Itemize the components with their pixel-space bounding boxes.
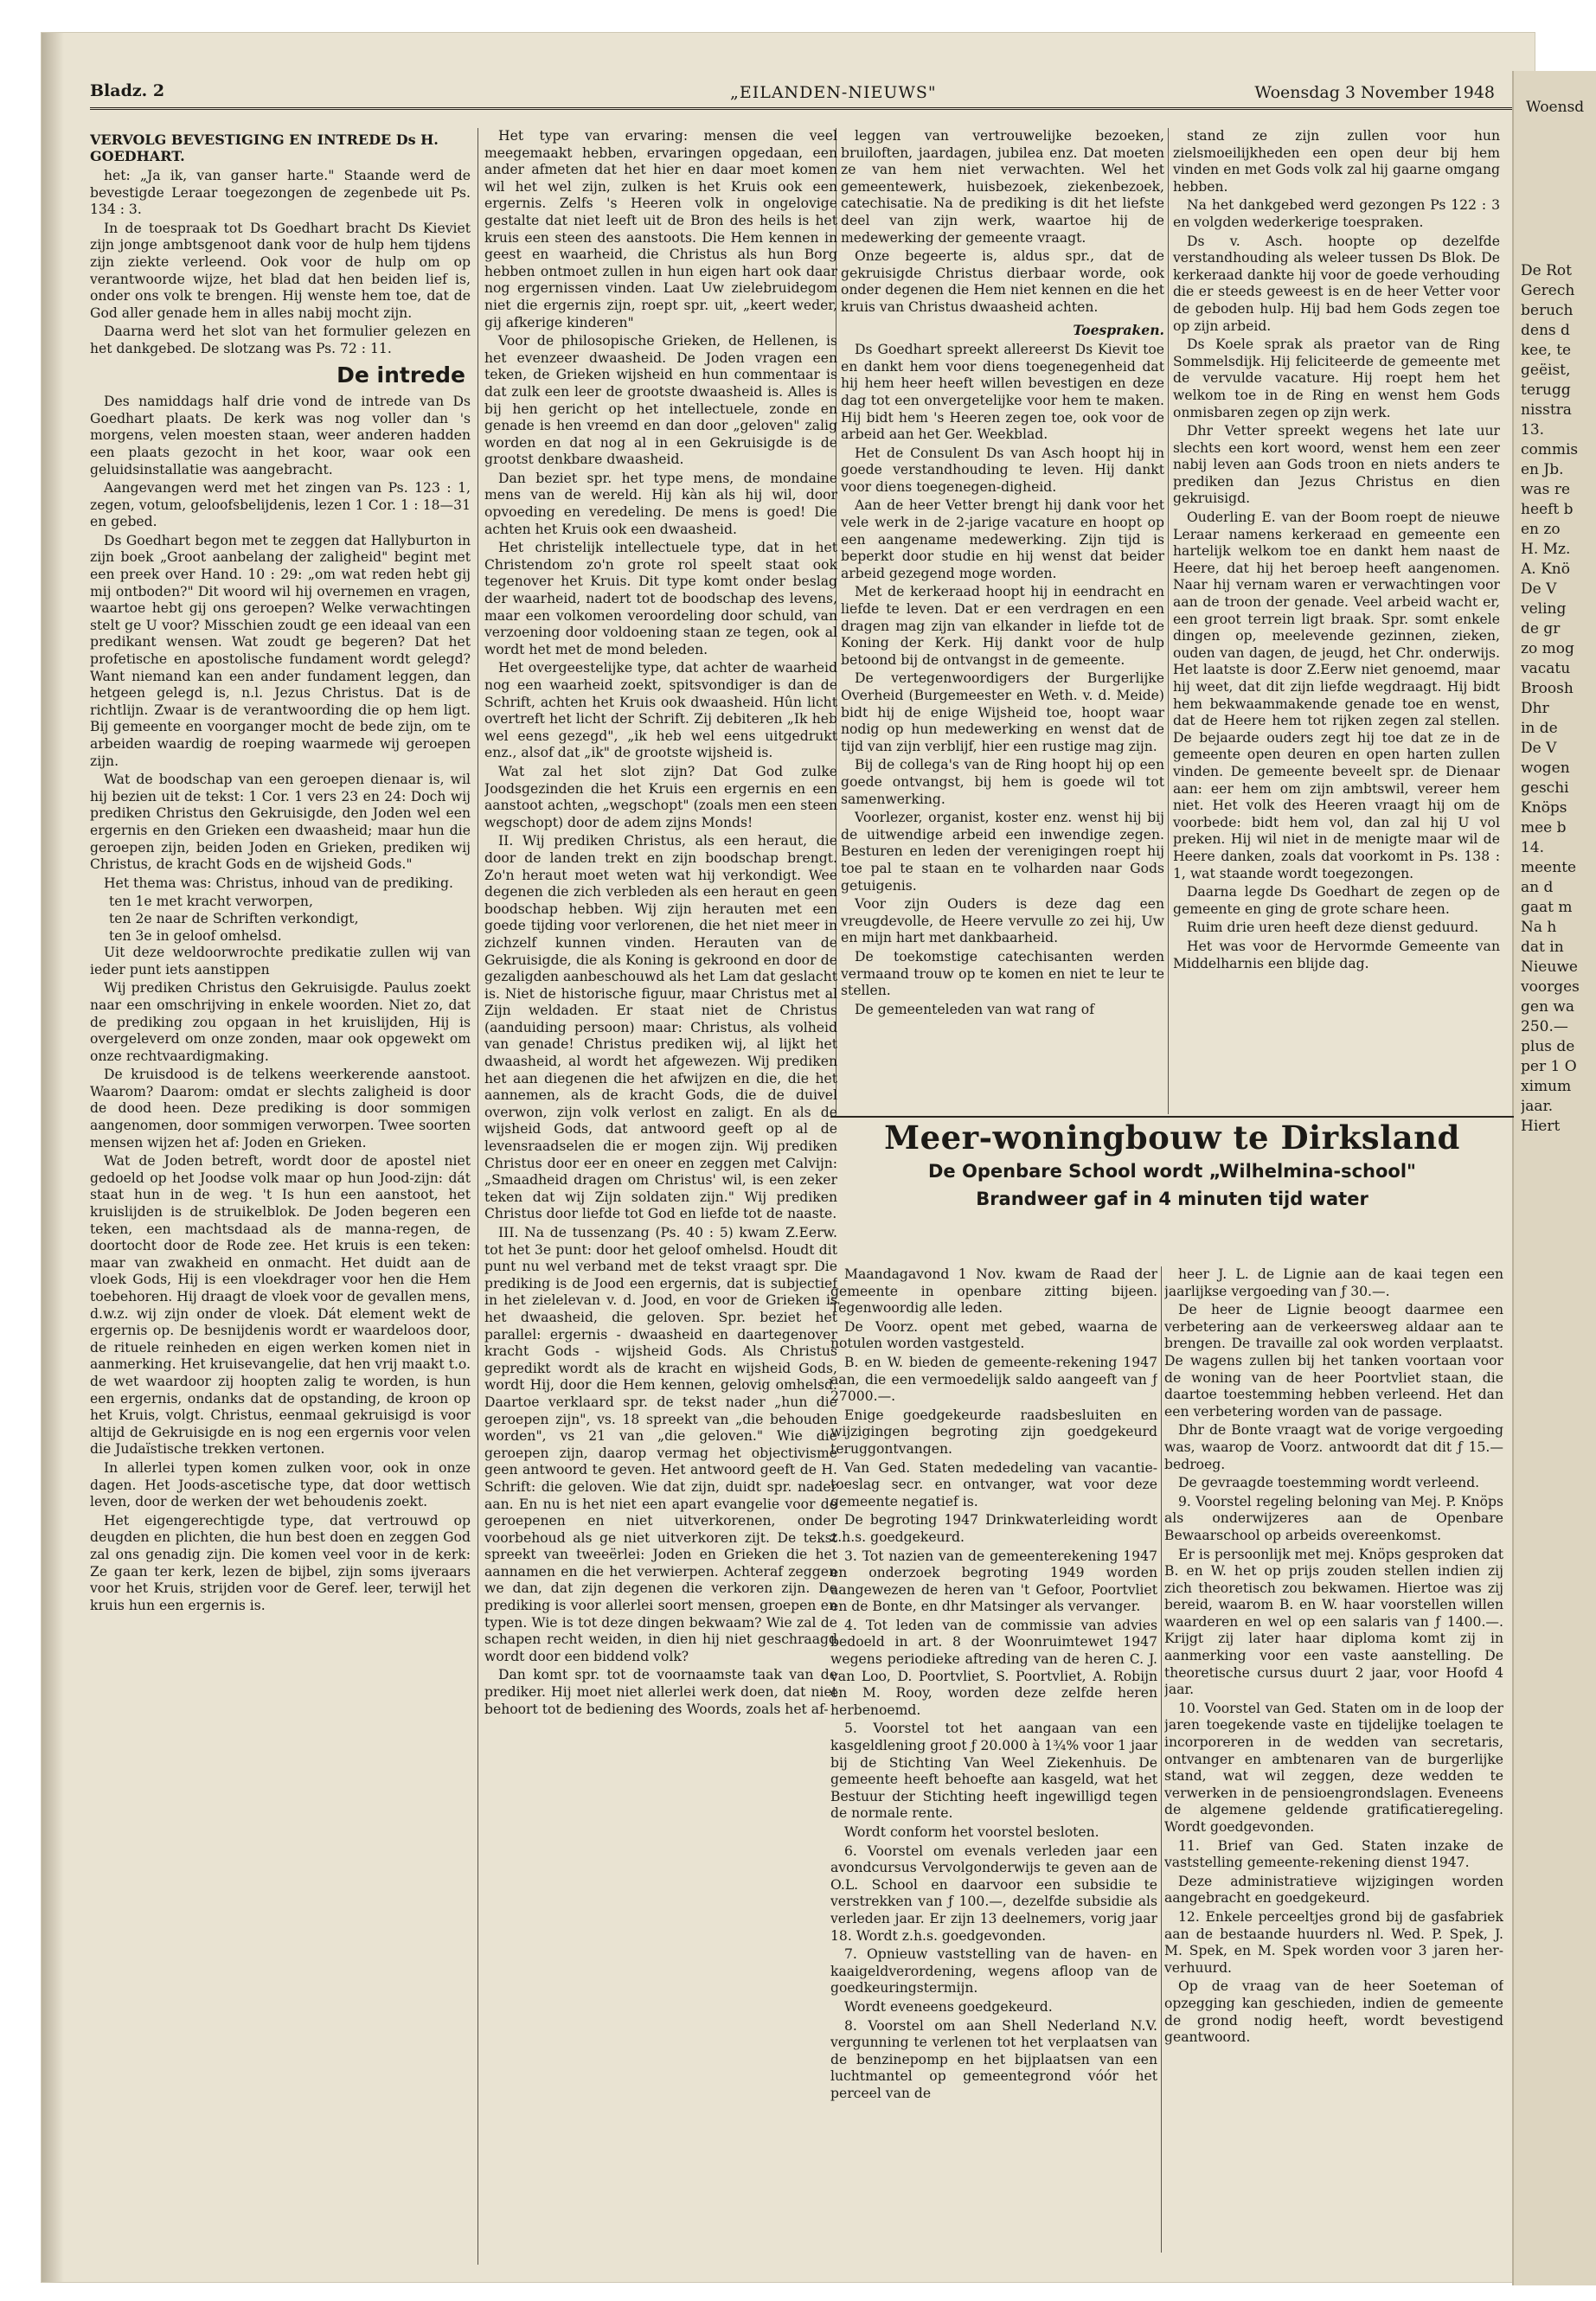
paragraph: De gevraagde toestemming wordt verleend. [1178,1475,1480,1491]
next-page-line: geschi [1521,779,1569,797]
next-page-line: mee b [1521,819,1567,836]
sermon-points-list [90,894,471,945]
next-page-line: gaat m [1521,899,1573,916]
paragraph: Dan beziet spr. het type mens, de mondaine mens van de wereld. Hij kàn als hij wil, door opvoeding en veredeling. De mens is goed! Die achten het Kruis ook een dwaasheid. [484,470,837,537]
paragraph: Het eigengerechtigde type, dat vertrouwd op deugden en plichten, die hun best doen en zeggen God zal ons genadig zijn. Die komen veel voor in de kerk: Ze gaan ter kerk, lezen de bijbel, zijn soms ijveraars voor het Kruis, strijden voor de Geref. leer, terwijl het kruis hun een ergernis is. [90,1512,471,1613]
paragraph: Met de kerkeraad hoopt hij in eendracht en liefde te leven. Dat er een verdragen en een dragen mag zijn van elkander in liefde tot de Koning der Kerk. Hij dankt voor de hulp betoond bij de ontvangst in de gemeente. [841,584,1164,668]
next-page-line: 250.— [1521,1018,1568,1035]
paragraph: Dan komt spr. tot de voornaamste taak van de prediker. Hij moet niet allerlei werk doen, dat niet behoort tot de bediening des Woords, zoals het af- [484,1667,837,1717]
paragraph: Het was voor de Hervormde Gemeente van Middelharnis een blijde dag. [1173,938,1500,971]
paragraph: Dhr Vetter spreekt wegens het late uur slechts een kort woord, wenst hem een zeer nabij leven aan Gods troon en niets anders te prediken dan Jezus Christus en dien gekruisigd. [1173,423,1500,507]
next-page-line: 13. [1521,421,1545,439]
paragraph: Het thema was: Christus, inhoud van de prediking. [104,875,453,891]
next-page-line: gen wa [1521,998,1574,1016]
next-page-line: meente [1521,859,1577,876]
article-column-4 [1173,128,1500,1114]
paragraph: 11. Brief van Ged. Staten inzake de vaststelling gemeente-rekening dienst 1947. [1164,1837,1503,1871]
col3-paragraphs [841,128,1164,317]
paragraph: 4. Tot leden van de commissie van advies bedoeld in art. 8 der Woonruimtewet 1947 wegens periodieke aftreding van de heren C. J. van Loo, D. Poortvliet, S. Poortvliet, A. Robijn en M. Rooy, worden deze zelfde heren herbenoemd. [830,1617,1157,1718]
paragraph: 10. Voorstel van Ged. Staten om in de loop der jaren toegekende vaste en tijdelijke toelagen te incorporeren in de wedden van secretaris, ontvanger en ambtenaren van de burgerlijke stand, wat wil zeggen, deze wedden te verwerken in de pensioengrondslagen. Eveneens de algemene geldende gratificatieregeling. Wordt goedgevonden. [1164,1700,1503,1835]
col1-paragraphs-3 [90,945,471,1614]
paragraph: In allerlei typen komen zulken voor, ook in onze dagen. Het Joods-ascetische type, dat door wettisch leven, door de werken der wet behoudenis zoekt. [90,1459,471,1510]
next-page-line: en zo [1521,521,1561,538]
next-page-line: was re [1521,481,1571,498]
paragraph: Daarna werd het slot van het formulier gelezen en het dankgebed. De slotzang was Ps. 72 : 11. [90,324,471,356]
paragraph: Wat de Joden betreft, wordt door de apostel niet gedoeld op het Joodse volk maar op hun Jood-zijn: dát staat hun in de weg. 't Is hun een aanstoot, het kruislijden is de struikelblok. De Joden begeren een teken, een machtsdaad als de manna-regen, de doortocht door de Rode zee. Het kruis is een teken: maar van zwakheid en onmacht. Het duidt aan de vloek Gods, Hij is een vloekdrager voor hen die Hem toebehoren. Hij draagt de vloek voor de gevallen mens, d.w.z. wij zijn onder de vloek. Dát element wekt de ergernis op. De besnijdenis wordt er waardeloos door, de rituele reinheden en eigen werken komen niet in aanmerking. Het kruisevangelie, dat hen vrij maakt t.o. de wet waardoor zij hoopten zalig te worden, is hun een ergernis, ondanks dat de opstanding, de kroon op het Kruis, volgt. Christus, eenmaal gekruisigd is voor altijd de Gekruisigde en is nog een ergernis voor velen die Judaïstische trekken vertonen. [90,1153,471,1458]
next-page-line: commis [1521,441,1579,458]
article-column-2 [484,128,837,2265]
section-heading-intrede: De intrede [337,362,465,388]
next-page-line: geëist, [1521,362,1571,379]
article-headline: VERVOLG BEVESTIGING EN INTREDE Ds H. GOEDHART. [90,131,439,164]
paragraph: III. Na de tussenzang (Ps. 40 : 5) kwam Z.Eerw. tot het 3e punt: door het geloof omhelsd. Houdt dit punt nu wel verband met de tekst vraagt spr. Die prediking is de Jood een ergernis, dat is subjectief in het zielelevan v. d. Jood, en voor de Grieken is het dwaasheid, die geloven. Spr. beziet het parallel: ergernis - dwaasheid en daartegenover kracht Gods - wijsheid Gods. Als Christus gepredikt wordt als de kracht en wijsheid Gods, wordt Hij, door die Hem kennen, gelovig omhelsd. Daartoe verklaard spr. de tekst nader „hun die geroepen zijn", vs. 18 spreekt van „die behouden worden", vs 21 van „die geloven." Wie die geroepen zijn, daarop vermag het objectivisme geen antwoord te geven. Het antwoord geeft de H. Schrift: die geloven. Wie dat zijn, duidt spr. nader aan. En nu is het niet een apart evangelie voor de geroepenen en niet uitverkorenen, onder voorbehoud als ge niet uitverkoren zijt. De tekst spreekt van tweeërlei: Joden en Grieken die het aannamen en die het verwierpen. Achteraf zeggen we dan, dat zijn degenen die verkoren zijn. De prediking is voor allerlei soort mensen, groepen en typen. Wie is tot deze dingen bekwaam? Wie zal de schapen recht weiden, in dien hij niet geschraagd wordt door een biddend volk? [484,1225,837,1664]
paragraph: In de toespraak tot Ds Goedhart bracht Ds Kieviet zijn jonge ambtsgenoot dank voor de hulp hem tijdens zijn ziekte verleend. Ook voor de hulp om op verantwoorde wijze, het blad dat hen beiden lief is, onder ons volk te brengen. Hij wenste hem toe, dat de God aller genade hem in alles nabij mocht zijn. [90,220,471,321]
col1-paragraphs [90,168,471,358]
next-page-line: vacatu [1521,660,1571,677]
next-page-line: wogen [1521,760,1570,777]
col3-paragraphs-2 [841,342,1164,1018]
list-item: ten 2e naar de Schriften verkondigt, [109,910,359,926]
paragraph: Het de Consulent Ds van Asch hoopt hij in goede verstandhouding te leven. Hij dankt voor diens toegenegen-digheid. [841,445,1164,495]
col1-paragraphs-2 [90,394,471,892]
paragraph: II. Wij prediken Christus, als een heraut, die door de landen trekt en zijn boodschap brengt. Zo'n heraut moet weten wat hij verkondigt. Wee degenen die zich verbleden als een heraut en geen boodschap hebben. Wij zijn herauten met een goede tijding voor verlorenen, die het niet meer in zichzelf kunnen vinden. Herauten van de Gekruisigde, die als Koning is gekroond en door de gezaligden aanbeschouwd als het Lam dat geslacht is. Niet de historische figuur, maar Christus met al Zijn weldaden. Er staat niet de Christus (aanduiding persoon) maar: Christus, als volheid van genade! Christus prediken wij, al lijkt het dwaasheid, al wordt het afgewezen. Wij prediken het aan diegenen die het afwijzen en die, die het aannemen, als de kracht Gods, die de duivel overwon, zijn volk verlost en zaligt. En als de wijsheid Gods, dat antwoord geeft op al de levensraadselen die er mogen zijn. Wij prediken Christus door eer en oneer en zeggen met Calvijn: „Smaadheid dragen om Christus' wil, is een zeker teken dat wij Zijn soldaten zijn." Wij prediken Christus door liefde tot God en liefde tot de naaste. [484,833,837,1222]
next-page-edge [1512,71,1596,2285]
paragraph: Er is persoonlijk met mej. Knöps gesproken dat B. en W. het op prijs zouden stellen indien zij zich theoretisch zou bekwamen. Hiertoe was zij bereid, waarom B. en W. haar voorstellen willen waarderen en wel op een salaris van ƒ 1400.—. Krijgt zij later haar diploma komt zij in aanmerking voor een vaste aanstelling. De theoretische cursus duurt 2 jaar, voor Hoofd 4 jaar. [1164,1546,1503,1698]
feature-subheadline-2: Brandweer gaf in 4 minuten tijd water [976,1189,1368,1209]
next-page-line: Dhr [1521,700,1549,717]
next-page-line: Hiert [1521,1118,1561,1135]
col6-paragraphs [1164,1266,1503,2047]
next-page-line: Nieuwe [1521,958,1578,976]
paragraph: Wat zal het slot zijn? Dat God zulke Joodsgezinden die het Kruis een ergernis en een aanstoot achten, „wegschopt" (zoals men een steen wegschopt) door de adem zijns Monds! [484,763,837,830]
paragraph: Ds Goedhart begon met te zeggen dat Hallyburton in zijn boek „Groot aanbelang der zaligheid" begint met een preek over Hand. 10 : 29: „om wat reden hebt gij mij ontboden?" Dit woord wil hij overnemen en vragen, waartoe hebt gij ons geroepen? Welke verwachtingen stelt ge U voor? Misschien zoudt ge een ideaal van een predikant wensen. Wat zoudt ge begeren? Dat het profetische en apostolische fundament wordt gelegd? Want niemand kan een ander fundament leggen, dan hetgeen gelegd is, n.l. Jezus Christus. Dat is de richtlijn. Zwaar is de verantwoording die op hem ligt. Bij gemeente en voorganger mocht de bede zijn, om te arbeiden waardig de roeping waarmede wij geroepen zijn. [90,532,471,769]
paragraph: De vertegenwoordigers der Burgerlijke Overheid (Burgemeester en Weth. v. d. Meide) bidt hij de enige Wijsheid toe, hoopt waar nodig op hun medewerking en wenst dat de tijd van zijn verblijf, hier een rustige mag zijn. [841,670,1164,754]
paragraph: Na het dankgebed werd gezongen Ps 122 : 3 en volgden wederkerige toespraken. [1173,197,1500,230]
paragraph: Dhr de Bonte vraagt wat de vorige vergoeding was, waarop de Voorz. antwoordt dat dit ƒ 15.— bedroeg. [1164,1422,1503,1472]
next-page-line: veling [1521,600,1567,618]
masthead: „EILANDEN-NIEUWS" [730,83,937,102]
feature-column-1 [830,1266,1157,2253]
article-column-3 [841,128,1164,1114]
next-page-line: Knöps [1521,799,1567,817]
paragraph: Het overgeestelijke type, dat achter de waarheid nog een waarheid zoekt, spitsvondiger is dan de Schrift, achten het Kruis ook dwaasheid. Hûn licht overtreft het licht der Schrift. Zij debiteren „Ik heb wel eens gezegd", „ik heb wel eens uitgedrukt enz., alsof dat „ik" de grootste wijsheid is. [484,660,837,761]
next-page-line: dat in [1521,939,1564,956]
paragraph: Voorlezer, organist, koster enz. wenst hij bij de uitwendige arbeid een inwendige zegen. Besturen en leden der verenigingen roept hij toe pal te staan en te volharden naar Gods getuigenis. [841,810,1164,894]
next-page-line: zo mog [1521,640,1574,657]
paragraph: het: „Ja ik, van ganser harte." Staande werd de bevestigde Leraar toegezongen de zegenbede uit Ps. 134 : 3. [90,168,471,218]
paragraph: Uit deze weldoorwrochte predikatie zullen wij van ieder punt iets aanstippen [90,945,471,977]
next-page-line: plus de [1521,1038,1575,1055]
paragraph: De gemeenteleden van wat rang of [855,1001,1094,1017]
next-page-line: A. Knö [1521,561,1570,578]
next-page-line: H. Mz. [1521,541,1571,558]
paragraph: De kruisdood is de telkens weerkerende aanstoot. Waarom? Daarom: omdat er slechts zaligheid is door de dood heen. Deze prediking is door sommigen aangenomen, door sommigen verworpen. Twee soorten mensen wijzen het af: Joden en Grieken. [90,1067,471,1150]
paragraph: Voor zijn Ouders is deze dag een vreugdevolle, de Heere vervulle zo zei hij, Uw en mijn hart met dankbaarheid. [841,896,1164,946]
next-page-line: beruch [1521,302,1574,319]
next-page-line: ximum [1521,1078,1572,1095]
paragraph: Ds Goedhart spreekt allereerst Ds Kievit toe en dankt hem voor diens toegenegenheid dat hij hem heer heeft willen bevestigen en deze dag tot een onvergetelijke voor hem te maken. Hij bidt hem 's Heeren zegen toe, ook voor de arbeid aan het Ger. Weekblad. [841,342,1164,443]
paragraph: Aan de heer Vetter brengt hij dank voor het vele werk in de 2-jarige vacature en hoopt op een aangename medewerking. Zijn tijd is beperkt door studie en hij wenst dat beider arbeid gezegend moge worden. [841,497,1164,581]
paragraph: heer J. L. de Lignie aan de kaai tegen een jaarlijkse vergoeding van ƒ 30.—. [1164,1266,1503,1299]
issue-date: Woensdag 3 November 1948 [1254,83,1495,102]
paragraph: De begroting 1947 Drinkwaterleiding wordt z.h.s. goedgekeurd. [830,1512,1157,1545]
paragraph: Wij prediken Christus den Gekruisigde. Paulus zoekt naar een omschrijving in enkele woorden. Niet zo, dat de prediking zou opgaan in het kruislijden, Hij is overgeleverd om onze zonden, maar ook opgewekt om onze rechtvaardigmaking. [90,980,471,1064]
next-page-line: De V [1521,740,1557,757]
header-rule [90,107,1512,110]
paragraph: B. en W. bieden de gemeente-rekening 1947 aan, die een vermoedelijk saldo aangeeft van ƒ 27000.—. [830,1354,1157,1405]
paragraph: Wordt conform het voorstel besloten. [844,1824,1099,1840]
next-page-line: dens d [1521,322,1570,339]
paragraph: Maandagavond 1 Nov. kwam de Raad der gemeente in openbare zitting bijeen. Tegenwoordig alle leden. [830,1266,1157,1317]
paragraph: Voor de philosopische Grieken, de Hellenen, is het evenzeer dwaasheid. De Joden vragen een teken, de Grieken wijsheid en hun commentaar is dat zulk een leer de grootste dwaasheid is. Alles is bij hen gericht op het intellectuele, zonde en genade is hen vreemd en dan door „geloven" zalig worden en dat nog al in een Gekruisigde is de grootst denkbare dwaasheid. [484,333,837,468]
next-page-line: Broosh [1521,680,1574,697]
paragraph: De Voorz. opent met gebed, waarna de notulen worden vastgesteld. [830,1318,1157,1352]
paragraph: Deze administratieve wijzigingen worden aangebracht en goedgekeurd. [1164,1873,1503,1907]
page-spine-shadow [42,33,64,2282]
next-page-line: voorges [1521,978,1580,996]
paragraph: 3. Tot nazien van de gemeenterekening 1947 en onderzoek begroting 1949 worden aangewezen de heren van 't Gefoor, Poortvliet en de Bonte, en dhr Matsinger als vervanger. [830,1548,1157,1615]
next-page-line: De Rot [1521,262,1572,279]
paragraph: Wat de boodschap van een geroepen dienaar is, wil hij bezien uit de tekst: 1 Cor. 1 vers 23 en 24: Doch wij prediken Christus den Gekruisigde, den Joden wel een ergernis en den Grieken een dwaasheid; maar hun die geroepen zijn, beiden Joden en Grieken, prediken wij Christus, de kracht Gods en de wijsheid Gods." [90,772,471,873]
column-divider [1161,1266,1162,2253]
page-header [90,73,1512,107]
paragraph: Bij de collega's van de Ring hoopt hij op een goede ontvangst, bij hem is goede wil tot samenwerking. [841,757,1164,807]
feature-article-header [830,1118,1514,1213]
next-page-line: nisstra [1521,401,1572,419]
paragraph: De toekomstige catechisanten werden vermaand trouw op te komen en niet te leur te stellen. [841,948,1164,999]
paragraph: Ruim drie uren heeft deze dienst geduurd. [1187,920,1479,936]
next-page-header: Woensd [1526,99,1585,116]
paragraph: Het christelijk intellectuele type, dat in het Christendom zo'n grote rol speelt staat ook tegenover het Kruis. Dit type komt onder beslag der waarheid, nadert tot de boodschap des levens, maar een volkomen veroordeling door schuld, van verzoening door voldoening staan ze tegen, ook al wordt het met de mond beleden. [484,540,837,657]
feature-headline: Meer-woningbouw te Dirksland [884,1118,1460,1157]
paragraph: Onze begeerte is, aldus spr., dat de gekruisigde Christus dierbaar worde, ook onder degenen die Hem niet kennen en die het kruis van Christus dwaasheid achten. [841,248,1164,315]
next-page-line: in de [1521,720,1558,737]
page-number: Bladz. 2 [90,81,165,100]
next-page-line: en Jb. [1521,461,1564,478]
next-page-line: de gr [1521,620,1561,638]
paragraph: Enige goedgekeurde raadsbesluiten en wijzigingen begroting zijn goedgekeurd teruggontvangen. [830,1407,1157,1457]
paragraph: De heer de Lignie beoogt daarmee een verbetering aan de verkeersweg aldaar aan te brengen. De travaille zal ook worden verplaatst. De wagens zullen bij het tanken voortaan voor de woning van de heer Poortvliet staan, die daartoe toestemming hebben verleend. Het dan een verbetering worden van de passage. [1164,1302,1503,1420]
paragraph: 8. Voorstel om aan Shell Nederland N.V. vergunning te verlenen tot het verplaatsen van de benzinepomp en het bijplaatsen van een luchtmantel op gemeentegrond vóór het perceel van de [830,2017,1157,2101]
col4-paragraphs [1173,128,1500,972]
paragraph: 6. Voorstel om evenals verleden jaar een avondcursus Vervolgonderwijs te geven aan de O.L. School en daarvoor een subsidie te verstrekken van ƒ 100.—, dezelfde subsidie als verleden jaar. Er zijn 13 deelnemers, vorig jaar 18. Wordt z.h.s. goedgevonden. [830,1843,1157,1944]
next-page-line: per 1 O [1521,1058,1577,1075]
paragraph: stand ze zijn zullen voor hun zielsmoeilijkheden een open deur bij hem vinden en met Gods volk zal hij gaarne omgang hebben. [1173,128,1500,195]
list-item: ten 3e in geloof omhelsd. [109,927,282,944]
section-heading-toespraken: Toespraken. [1073,321,1164,338]
paragraph: Ds Koele sprak als praetor van de Ring Sommelsdijk. Hij feliciteerde de gemeente met de vervulde vacature. Hij roept hem het welkom toe in de Ring en wenst hem Gods onmisbaren zegen op zijn werk. [1173,336,1500,420]
paragraph: 7. Opnieuw vaststelling van de haven- en kaaigeldverordening, wegens afloop van de goedkeuringstermijn. [830,1946,1157,1997]
next-page-line: heeft b [1521,501,1574,518]
feature-subheadline-1: De Openbare School wordt „Wilhelmina-school" [928,1161,1416,1182]
next-page-line: De V [1521,580,1557,598]
paragraph: Van Ged. Staten mededeling van vacantie-toeslag secr. en ontvanger, wat voor deze gemeente negatief is. [830,1459,1157,1509]
paragraph: Daarna legde Ds Goedhart de zegen op de gemeente en ging de grote schare heen. [1173,884,1500,917]
paragraph: Wordt eveneens goedgekeurd. [844,1998,1053,2015]
next-page-line: 14. [1521,839,1545,856]
paragraph: Ouderling E. van der Boom roept de nieuwe Leraar namens kerkeraad en gemeente een hartelijk welkom toe en dankt hem naast de Heere, dat hij het beroep heeft aangenomen. Naar hij vernam waren er verwachtingen voor aan de troon der genade. Veel arbeid wacht er, een groot terrein ligt braak. Spr. somt enkele dingen op, meelevende gezinnen, zieken, ouden van dagen, de jeugd, het Chr. onderwijs. Het laatste is door Z.Eerw niet genoemd, maar hij weet, dat dit zijn liefde wegdraagt. Hij bidt hem bekwaammakende genade toe en wenst, dat de Heere hem tot rijken zegen zal stellen. De bejaarde ouders zegt hij toe dat ze in de gemeente open deuren en open harten zullen vinden. De gemeente beveelt spr. de Dienaar aan: eer hem om zijn ambtswil, vereer hem niet. Het volk des Heeren vraagt hij om de voorbede: bidt hem vol, dan zal hij U vol preken. Hij wil niet in de menigte maar wil de Heere danken, zoals dat voorkomt in Ps. 138 : 1, wat staande wordt toegezongen. [1173,510,1500,881]
feature-column-2 [1164,1266,1503,2253]
next-page-line: Gerech [1521,282,1575,299]
next-page-line: kee, te [1521,342,1572,359]
next-page-line: jaar. [1521,1098,1554,1115]
paragraph: Des namiddags half drie vond de intrede van Ds Goedhart plaats. De kerk was nog voller dan 's morgens, velen moesten staan, weer anderen hadden een plaats gezocht in het koor, waar ook een geluidsinstallatie was aangebracht. [90,394,471,478]
article-column-1 [90,128,471,2265]
column-divider [1168,128,1169,1114]
paragraph: Op de vraag van de heer Soeteman of opzegging kan geschieden, indien de gemeente de grond nodig heeft, wordt bevestigend geantwoord. [1164,1978,1503,2046]
next-page-text [1521,261,1596,1137]
paragraph: Het type van ervaring: mensen die veel meegemaakt hebben, ervaringen opgedaan, een ander afmeten dat het hier en daar moet komen wil het wel zijn, zulken is het Kruis ook een ergernis. Zelfs 's Heeren volk in ongelovige gestalte dat niet leeft uit de Bron des heils is het kruis een steen des aanstoots. Die Hem kennen in geest en waarheid, die Christus als hun Borg hebben ontmoet zullen in hun eigen hart ook daar nog ergernissen vinden. Laat Uw zielebruidegom niet die ergernis zijn, roept spr. uit, „keert weder, gij afkerige kinderen" [484,128,837,330]
paragraph: 9. Voorstel regeling beloning van Mej. P. Knöps als onderwijzeres aan de Openbare Bewaarschool op arbeids overeenkomst. [1164,1493,1503,1543]
next-page-line: Na h [1521,919,1557,936]
paragraph: 12. Enkele perceeltjes grond bij de gasfabriek aan de bestaande huurders nl. Wed. P. Spek, J. M. Spek, en M. Spek worden voor 3 jaren her-verhuurd. [1164,1908,1503,1976]
list-item: ten 1e met kracht verworpen, [109,894,313,910]
paragraph: leggen van vertrouwelijke bezoeken, bruiloften, jaardagen, jubilea enz. Dat moeten ze van hem niet verwachten. Wel het gemeentewerk, huisbezoek, ziekenbezoek, catechisatie. Na de prediking is dit het liefste deel van zijn werk, waartoe hij de medewerking der gemeente vraagt. [841,128,1164,246]
paragraph: Aangevangen werd met het zingen van Ps. 123 : 1, zegen, votum, geloofsbelijdenis, lezen 1 Cor. 1 : 18—31 en gebed. [90,480,471,530]
col2-paragraphs [484,128,837,1718]
next-page-line: an d [1521,879,1554,896]
paragraph: Ds v. Asch. hoopte op dezelfde verstandhouding als weleer tussen Ds Blok. De kerkeraad dankte hij voor de goede verhouding die er steeds geweest is en de heer Vetter voor de geboden hulp. Hij bad hem Gods zegen toe op zijn arbeid. [1173,233,1500,334]
next-page-line: terugg [1521,381,1571,399]
col5-paragraphs [830,1266,1157,2103]
paragraph: 5. Voorstel tot het aangaan van een kasgeldlening groot ƒ 20.000 à 1¾% voor 1 jaar bij de Stichting Van Weel Ziekenhuis. De gemeente heeft behoefte aan kasgeld, wat het Bestuur der Stichting heeft ingewilligd tegen de normale rente. [830,1721,1157,1822]
